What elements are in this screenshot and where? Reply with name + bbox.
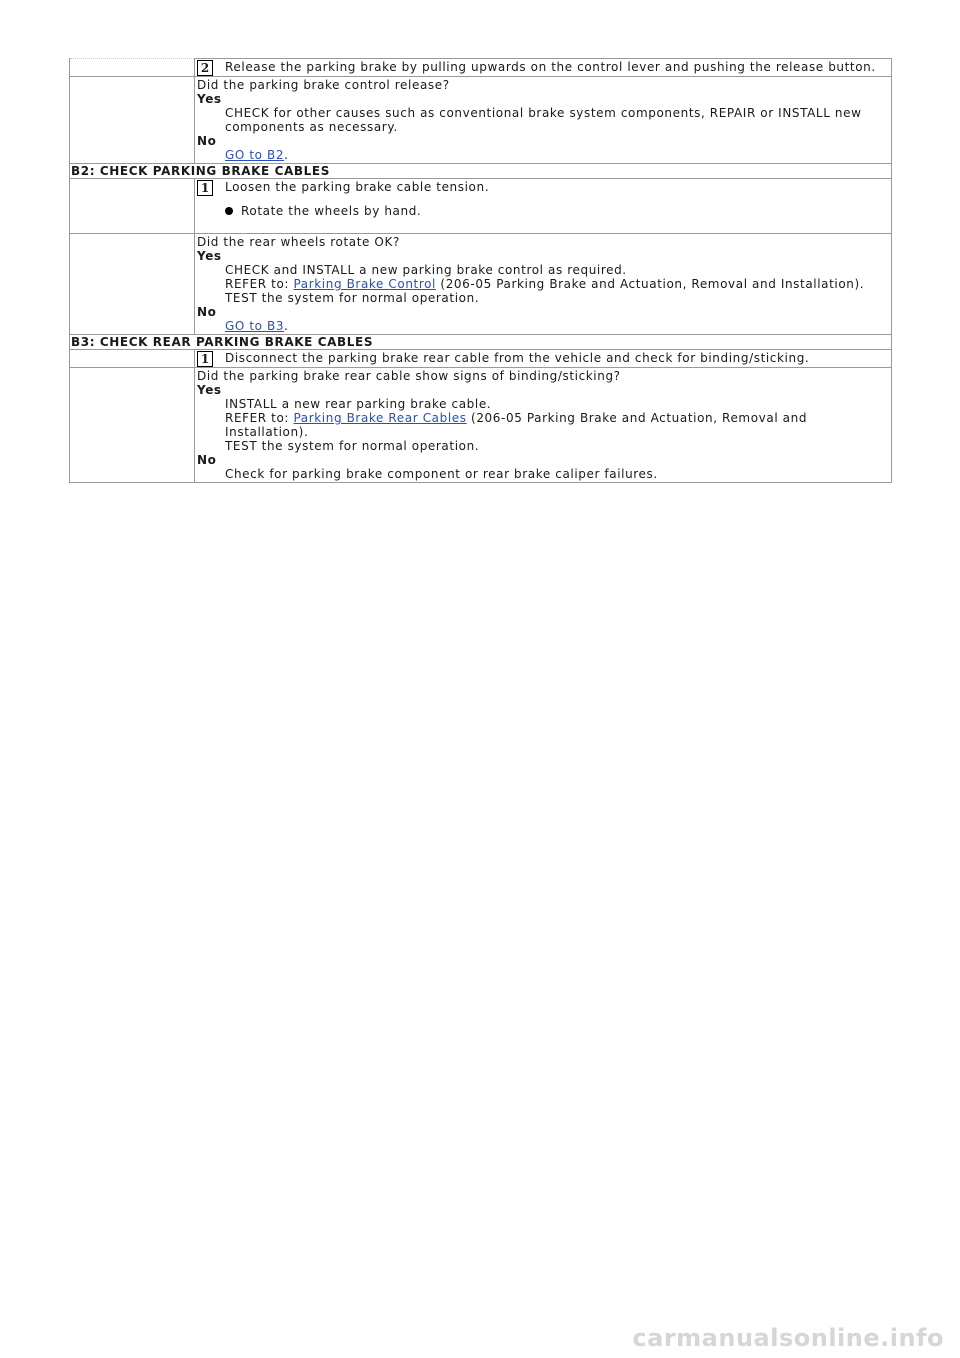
parking-brake-control-link[interactable]: Parking Brake Control xyxy=(293,277,436,291)
yes-refer-line xyxy=(197,277,889,291)
blank-cell xyxy=(70,59,195,77)
question-text: Did the parking brake control release? xyxy=(197,78,450,92)
section-title-b3: B3: CHECK REAR PARKING BRAKE CABLES xyxy=(70,335,892,350)
yes-action-line3: TEST the system for normal operation. xyxy=(225,439,480,453)
yes-refer-line xyxy=(197,411,889,439)
no-action-suffix: . xyxy=(284,148,289,162)
step-cell xyxy=(195,350,892,368)
question-row-binding xyxy=(70,368,892,483)
refer-prefix: REFER to: xyxy=(225,411,294,425)
blank-cell xyxy=(70,368,195,483)
refer-suffix: (206-05 Parking Brake and Actuation, Removal and Installation). xyxy=(225,411,808,439)
question-cell xyxy=(195,234,892,335)
bullet-item xyxy=(225,204,889,218)
blank-cell xyxy=(70,77,195,164)
question-text: Did the parking brake rear cable show signs of binding/sticking? xyxy=(197,369,621,383)
bullet-icon xyxy=(225,207,233,215)
yes-label: Yes xyxy=(197,92,222,106)
question-row-wheels xyxy=(70,234,892,335)
section-title-b2: B2: CHECK PARKING BRAKE CABLES xyxy=(70,164,892,179)
step-row-loosen xyxy=(70,179,892,234)
yes-label: Yes xyxy=(197,249,222,263)
no-action xyxy=(197,319,889,333)
no-label: No xyxy=(197,305,217,319)
parking-brake-rear-cables-link[interactable]: Parking Brake Rear Cables xyxy=(293,411,467,425)
step-text: Release the parking brake by pulling upwards on the control lever and pushing the release button. xyxy=(225,60,876,74)
watermark: carmanualsonline.info xyxy=(632,1324,944,1352)
refer-prefix: REFER to: xyxy=(225,277,294,291)
no-label: No xyxy=(197,453,217,467)
question-cell xyxy=(195,77,892,164)
refer-suffix: (206-05 Parking Brake and Actuation, Removal and Installation). xyxy=(436,277,865,291)
step-row-disconnect xyxy=(70,350,892,368)
step-text: Loosen the parking brake cable tension. xyxy=(225,180,490,194)
question-text: Did the rear wheels rotate OK? xyxy=(197,235,400,249)
step-number-badge: 1 xyxy=(197,180,213,196)
blank-cell xyxy=(70,350,195,368)
yes-action-line1: CHECK and INSTALL a new parking brake control as required. xyxy=(225,263,627,277)
step-text: Disconnect the parking brake rear cable from the vehicle and check for binding/sticking. xyxy=(225,351,810,365)
step-cell xyxy=(195,179,892,234)
blank-cell xyxy=(70,179,195,234)
step-number-badge: 1 xyxy=(197,351,213,367)
yes-action-text: CHECK for other causes such as conventional brake system components, REPAIR or INSTALL new components as necessary. xyxy=(225,106,862,134)
diagnostic-table xyxy=(69,58,892,483)
step-row-release xyxy=(70,59,892,77)
no-action xyxy=(197,148,889,162)
no-action-text: Check for parking brake component or rear brake caliper failures. xyxy=(225,467,658,481)
step-body xyxy=(225,179,889,222)
question-cell xyxy=(195,368,892,483)
go-to-b3-link[interactable]: GO to B3 xyxy=(225,319,285,333)
bullet-text: Rotate the wheels by hand. xyxy=(241,204,422,218)
no-label: No xyxy=(197,134,217,148)
section-header-b2 xyxy=(70,164,892,179)
blank-cell xyxy=(70,234,195,335)
yes-label: Yes xyxy=(197,383,222,397)
yes-action-line1: INSTALL a new rear parking brake cable. xyxy=(225,397,492,411)
step-cell xyxy=(195,59,892,77)
step-number-badge: 2 xyxy=(197,60,213,76)
question-row-release xyxy=(70,77,892,164)
no-action-suffix: . xyxy=(284,319,289,333)
section-header-b3 xyxy=(70,335,892,350)
go-to-b2-link[interactable]: GO to B2 xyxy=(225,148,285,162)
yes-action-line3: TEST the system for normal operation. xyxy=(225,291,480,305)
